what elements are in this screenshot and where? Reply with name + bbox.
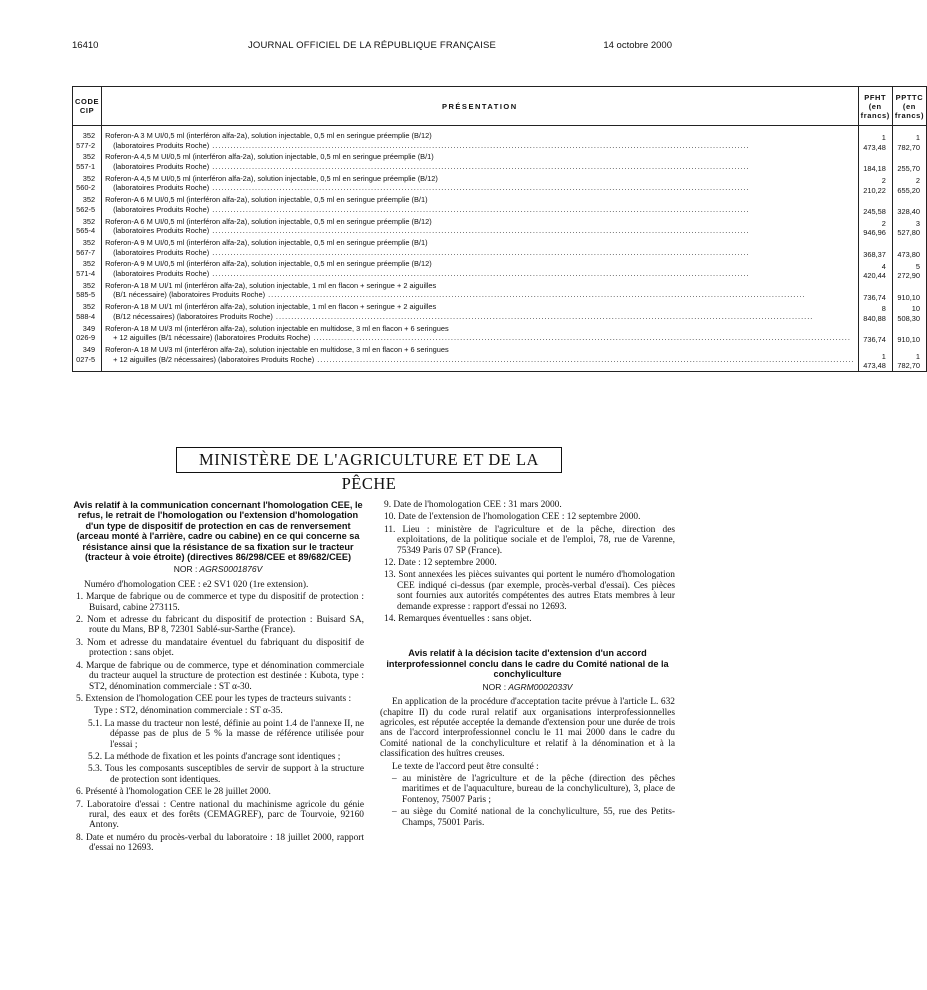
ministry-heading: MINISTÈRE DE L'AGRICULTURE ET DE LA PÊCHE: [176, 447, 562, 473]
cell-code: 352 577-2: [73, 126, 102, 153]
cell-pfht: 368,37: [858, 238, 892, 259]
avis1-item: 12. Date : 12 septembre 2000.: [384, 558, 497, 569]
cell-presentation: Roferon-A 18 M UI/3 ml (interféron alfa-2a), solution injectable en multidose, 3 ml en flacon + 6 seringues + 12 aiguilles (B/2 nécessaires) (laboratoires Produits Roche) .....: [102, 345, 859, 372]
cell-code: 352 565-4: [73, 217, 102, 238]
cell-pfht: 1 473,48: [858, 345, 892, 372]
avis1-item: 5. Extension de l'homologation CEE pour les types de tracteurs suivants :: [76, 693, 352, 704]
page-header: [72, 40, 672, 54]
avis2-nor: NOR : AGRM0002033V: [482, 681, 573, 692]
avis1-nor-code: AGRS0001876V: [199, 564, 263, 575]
cell-presentation: Roferon-A 18 M UI/1 ml (interféron alfa-2a), solution injectable, 1 ml en flacon + seringue + 2 aiguilles (B/1 nécessaire) (laboratoires Produits Roche) .....: [102, 281, 859, 302]
table-row: [73, 324, 927, 345]
journal-title: JOURNAL OFFICIEL DE LA RÉPUBLIQUE FRANÇAISE: [247, 40, 497, 51]
cell-presentation: Roferon-A 6 M UI/0,5 ml (interféron alfa-2a), solution injectable, 0,5 ml en seringue préemplie (B/1) (laboratoires Produits Roche) .....: [102, 195, 859, 216]
cell-pfht: 4 420,44: [858, 259, 892, 280]
cell-code: 352 571-4: [73, 259, 102, 280]
cell-ppttc: 473,80: [892, 238, 926, 259]
cell-pfht: 736,74: [858, 281, 892, 302]
header-ppttc: PPTTC (en francs): [892, 87, 926, 126]
header-pfht: PFHT (en francs): [858, 87, 892, 126]
avis1-title: Avis relatif à la communication concernant l'homologation CEE, le refus, le retrait de l'homologation ou l'extension d'homologation d'un type de dispositif de protection en cas de renversement (arceau monté à l'arrière, cadre ou cabine) en ce qui concerne sa résistance ainsi que la résistance de sa fixation sur le tracteur (tracteur à voie étroite) (directives 86/298/CEE et 89/682/CEE): [73, 500, 363, 563]
avis2-list-item: – au siège du Comité national de la conchyliculture, 55, rue des Petits-Champs, 75001 Paris.: [392, 807, 675, 828]
cell-presentation: Roferon-A 4,5 M UI/0,5 ml (interféron alfa-2a), solution injectable, 0,5 ml en seringue préemplie (B/12) (laboratoires Produits Roche) .....: [102, 174, 859, 195]
table-row: [73, 217, 927, 238]
cell-pfht: 245,58: [858, 195, 892, 216]
page-number: 16410: [72, 40, 99, 51]
header-presentation: PRÉSENTATION: [102, 87, 859, 126]
cell-presentation: Roferon-A 4,5 M UI/0,5 ml (interféron alfa-2a), solution injectable, 0,5 ml en seringue préemplie (B/1) (laboratoires Produits Roche) .....: [102, 152, 859, 173]
cell-code: 352 562-5: [73, 195, 102, 216]
avis1-item: 2. Nom et adresse du fabricant du dispositif de protection : Buisard SA, route du Mans, BP 8, 72301 Sablé-sur-Sarthe (France).: [76, 615, 364, 636]
table-row: [73, 302, 927, 323]
right-column: [380, 500, 675, 830]
avis2-paragraph: En application de la procédure d'acceptation tacite prévue à l'article L. 632 (chapitre II) du code rural relatif aux organisations interprofessionnelles agricoles, est réputée acceptée la demande d'extension pour une durée de trois ans de l'accord interprofessionnel conclu le 11 mai 2000 dans le cadre du Comité national de la conchyliculture et relatif à la dénomination et à la classification des huîtres creuses.: [380, 697, 675, 760]
cell-pfht: 1 473,48: [858, 126, 892, 153]
table-row: [73, 152, 927, 173]
avis1-item5-type: Type : ST2, dénomination commerciale : ST α-35.: [94, 706, 283, 717]
avis1-item: 3. Nom et adresse du mandataire éventuel du fabriquant du dispositif de protection : sans objet.: [76, 637, 364, 659]
avis1-nor: NOR : AGRS0001876V: [173, 564, 263, 575]
table-header-row: [73, 87, 927, 126]
avis1-item: 1. Marque de fabrique ou de commerce et type du dispositif de protection : Buisard, cabine 273115.: [76, 592, 364, 613]
avis1-item: 8. Date et numéro du procès-verbal du laboratoire : 18 juillet 2000, rapport d'essai no 12693.: [76, 832, 364, 854]
avis1-item: 11. Lieu : ministère de l'agriculture et de la pêche, direction des exploitations, de la politique sociale et de l'emploi, 78, rue de Varenne, 75349 Paris 07 SP (France).: [384, 524, 675, 556]
table-row: [73, 174, 927, 195]
cell-code: 352 560-2: [73, 174, 102, 195]
cell-ppttc: 910,10: [892, 281, 926, 302]
cell-code: 349 027-5: [73, 345, 102, 372]
cell-code: 352 557-1: [73, 152, 102, 173]
avis1-item: 4. Marque de fabrique ou de commerce, type et dénomination commerciale du tracteur auquel la structure de protection est destinée : Kubota, type : ST2, dénomination commerciale : ST α-30.: [76, 660, 364, 692]
avis1-item: 10. Date de l'extension de l'homologation CEE : 12 septembre 2000.: [384, 512, 641, 523]
cell-pfht: 2 210,22: [858, 174, 892, 195]
cell-presentation: Roferon-A 6 M UI/0,5 ml (interféron alfa-2a), solution injectable, 0,5 ml en seringue préemplie (B/12) (laboratoires Produits Roche) .....: [102, 217, 859, 238]
avis1-subitem: 5.1. La masse du tracteur non lesté, définie au point 1.4 de l'annexe II, ne dépasse pas de plus de 5 % la masse de référence utilisée pour l'essai ;: [88, 718, 364, 750]
cell-pfht: 736,74: [858, 324, 892, 345]
cell-ppttc: 910,10: [892, 324, 926, 345]
avis2-paragraph: Le texte de l'accord peut être consulté :: [392, 761, 539, 772]
cell-ppttc: 5 272,90: [892, 259, 926, 280]
table-row: [73, 259, 927, 280]
avis1-item: 14. Remarques éventuelles : sans objet.: [384, 614, 532, 625]
avis2-title: Avis relatif à la décision tacite d'extension d'un accord interprofessionnel conclu dans le cadre du Comité national de la conchyliculture: [386, 648, 669, 680]
avis1-item: 9. Date de l'homologation CEE : 31 mars 2000.: [384, 500, 562, 510]
cell-ppttc: 255,70: [892, 152, 926, 173]
cell-presentation: Roferon-A 18 M UI/1 ml (interféron alfa-2a), solution injectable, 1 ml en flacon + seringue + 2 aiguilles (B/12 nécessaires) (laboratoires Produits Roche) .....: [102, 302, 859, 323]
avis1-item: 7. Laboratoire d'essai : Centre national du machinisme agricole du génie rural, des eaux et des forêts (CEMAGREF), parc de Tourvoie, 92160 Antony.: [76, 799, 364, 831]
table-row: [73, 238, 927, 259]
cell-pfht: 184,18: [858, 152, 892, 173]
table-row: [73, 195, 927, 216]
table-row: [73, 281, 927, 302]
cell-pfht: 2 946,96: [858, 217, 892, 238]
price-table: [72, 86, 927, 372]
cell-code: 352 588-4: [73, 302, 102, 323]
table-body: [73, 126, 927, 372]
issue-date: 14 octobre 2000: [603, 40, 672, 51]
cell-ppttc: 3 527,80: [892, 217, 926, 238]
cell-ppttc: 1 782,70: [892, 126, 926, 153]
cell-presentation: Roferon-A 9 M UI/0,5 ml (interféron alfa-2a), solution injectable, 0,5 ml en seringue préemplie (B/1) (laboratoires Produits Roche) .....: [102, 238, 859, 259]
avis1-subitem: 5.2. La méthode de fixation et les points d'ancrage sont identiques ;: [88, 751, 341, 762]
table-row: [73, 345, 927, 372]
cell-presentation: Roferon-A 18 M UI/3 ml (interféron alfa-2a), solution injectable en multidose, 3 ml en flacon + 6 seringues + 12 aiguilles (B/1 nécessaire) (laboratoires Produits Roche) .....: [102, 324, 859, 345]
avis2-list-item: – au ministère de l'agriculture et de la pêche (direction des pêches maritimes et de l'aquaculture, bureau de la conchyliculture), 3, place de Fontenoy, 75007 Paris ;: [392, 773, 675, 805]
cell-presentation: Roferon-A 3 M UI/0,5 ml (interféron alfa-2a), solution injectable, 0,5 ml en seringue préemplie (B/12) (laboratoires Produits Roche) .....: [102, 126, 859, 153]
cell-presentation: Roferon-A 9 M UI/0,5 ml (interféron alfa-2a), solution injectable, 0,5 ml en seringue préemplie (B/12) (laboratoires Produits Roche) .....: [102, 259, 859, 280]
avis1-item: 13. Sont annexées les pièces suivantes qui portent le numéro d'homologation CEE indiqué ci-dessus (par exemple, procès-verbal d'essai). Ces pièces sont fournies aux autorités compétentes des autres Etats membres à leur demande expresse : rapport d'essai no 12693.: [384, 570, 675, 612]
cell-code: 352 585-5: [73, 281, 102, 302]
avis1-intro: Numéro d'homologation CEE : e2 SV1 020 (1re extension).: [84, 579, 309, 590]
left-column: [72, 500, 364, 856]
cell-ppttc: 10 508,30: [892, 302, 926, 323]
header-code-cip: CODE CIP: [73, 87, 102, 126]
table-row: [73, 126, 927, 153]
avis2-nor-code: AGRM0002033V: [508, 681, 573, 692]
cell-ppttc: 2 655,20: [892, 174, 926, 195]
cell-ppttc: 328,40: [892, 195, 926, 216]
avis1-subitem: 5.3. Tous les composants susceptibles de servir de support à la structure de protection sont identiques.: [88, 764, 364, 785]
cell-pfht: 8 840,88: [858, 302, 892, 323]
cell-code: 352 567-7: [73, 238, 102, 259]
cell-code: 349 026-9: [73, 324, 102, 345]
cell-ppttc: 1 782,70: [892, 345, 926, 372]
avis1-item: 6. Présenté à l'homologation CEE le 28 juillet 2000.: [76, 787, 271, 798]
